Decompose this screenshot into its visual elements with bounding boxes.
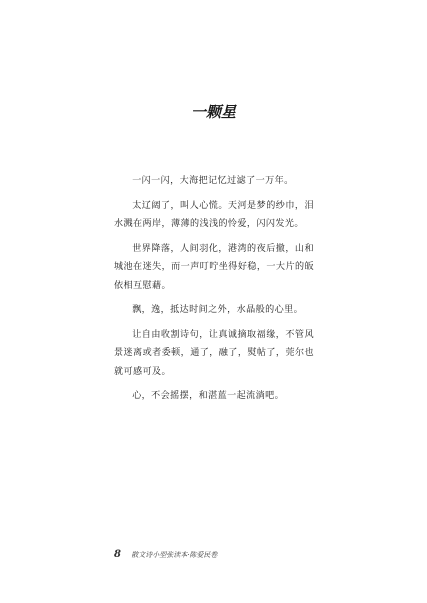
page-number: 8 <box>114 549 121 560</box>
poem-paragraph: 让自由收割诗句，让真诚摘取福缘，不管风景迷离或者委顿，通了，融了，熨帖了，莞尔也就可感可及。 <box>114 329 314 377</box>
poem-paragraph: 飘，逸，抵达时间之外，水晶般的心里。 <box>132 305 304 315</box>
poem-title: 一颗星 <box>190 103 236 121</box>
book-title: 散文诗小型张读本·陈爱民卷 <box>131 551 218 559</box>
page-footer <box>114 549 217 560</box>
poem-paragraph: 心，不会摇摆，和湛蓝一起流淌吧。 <box>132 391 285 401</box>
poem-body <box>114 172 314 412</box>
poem-paragraph: 一闪一闪，大海把记忆过滤了一万年。 <box>132 176 294 186</box>
poem-paragraph: 世界降落，人间羽化，港湾的夜后撤，山和城池在迷失，而一声叮咛坐得好稳，一大片的皈依相互慰藉。 <box>114 243 314 291</box>
poem-paragraph: 太辽阔了，叫人心慌。天河是梦的纱巾，泪水溅在两岸，薄薄的浅浅的怜爱，闪闪发光。 <box>114 200 314 229</box>
